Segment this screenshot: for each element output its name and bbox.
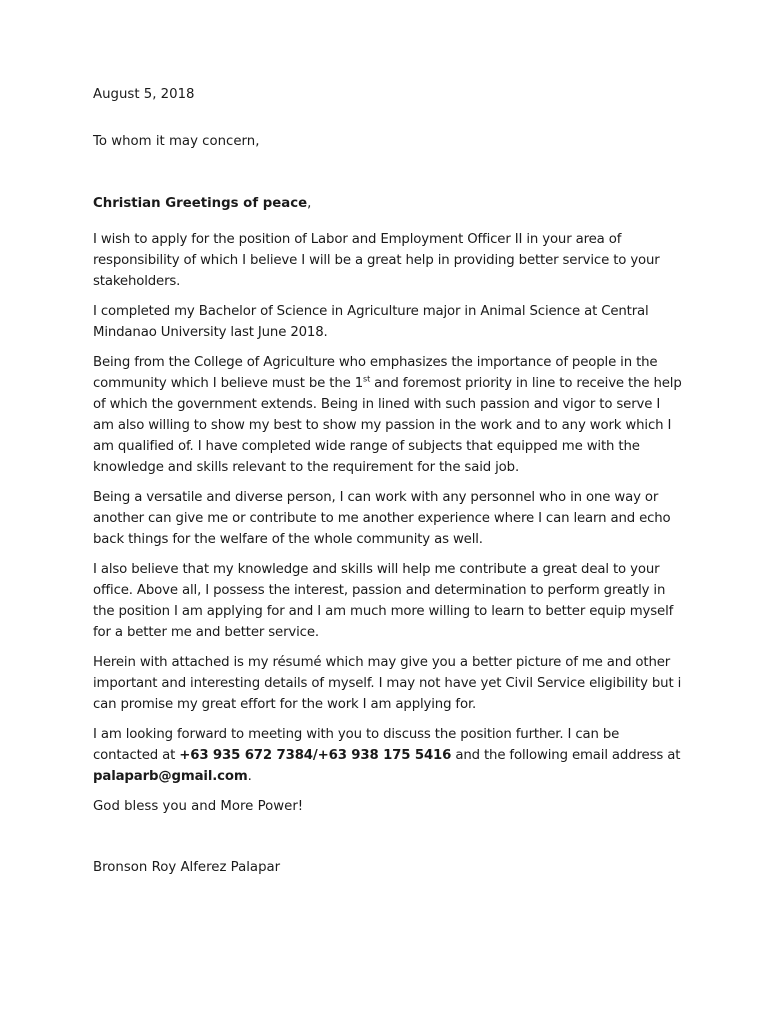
paragraph-contact [93,724,683,787]
ordinal-superscript: st [363,374,371,384]
paragraph-versatile: Being a versatile and diverse person, I can work with any personnel who in one way or another can give me or contribute to me another experience where I can learn and echo back things for the welfare of the whole community as well. [93,490,671,547]
greeting-line [93,193,311,214]
paragraph-college-continued: and foremost priority in line to receive the help of which the government extends. Being in lined with such passion and vigor to serve I am also willing to show my best to show my passion in the work and to any work which I am qualified of. I have completed wide range of subjects that equipped me with the knowledge and skills relevant to the requirement for the said job. [93,376,682,475]
paragraph-resume: Herein with attached is my résumé which may give you a better picture of me and other important and interesting details of myself. I may not have yet Civil Service eligibility but i can promise my great effort for the work I am applying for. [93,655,682,712]
paragraph-education: I completed my Bachelor of Science in Agriculture major in Animal Science at Central Mindanao University last June 2018. [93,304,649,340]
salutation: To whom it may concern, [93,134,260,149]
contact-middle: and the following email address at [451,748,681,763]
paragraph-skills: I also believe that my knowledge and skills will help me contribute a great deal to your office. Above all, I possess the interest, passion and determination to perform greatly in the position I am applying for and I am much more willing to learn to better equip myself for a better me and better service. [93,562,674,640]
phone-numbers: +63 935 672 7384/+63 938 175 5416 [179,748,452,763]
closing-line: God bless you and More Power! [93,799,304,814]
paragraph-college [93,352,683,478]
letter-date: August 5, 2018 [93,87,195,102]
email-address: palaparb@gmail.com [93,769,248,784]
contact-period: . [247,769,252,784]
contact-intro: I am looking forward to meeting with you to discuss the position further. I can be contacted at [93,727,620,763]
signature-name: Bronson Roy Alferez Palapar [93,860,281,875]
greeting-comma: , [307,196,312,211]
paragraph-position: I wish to apply for the position of Labor and Employment Officer II in your area of responsibility of which I believe I will be a great help in providing better service to your stakeholders. [93,232,660,289]
paragraph-college-text: Being from the College of Agriculture who emphasizes the importance of people in the community which I believe must be the 1 [93,355,658,391]
letter-body [93,229,683,796]
greeting-text: Christian Greetings of peace [93,196,308,211]
